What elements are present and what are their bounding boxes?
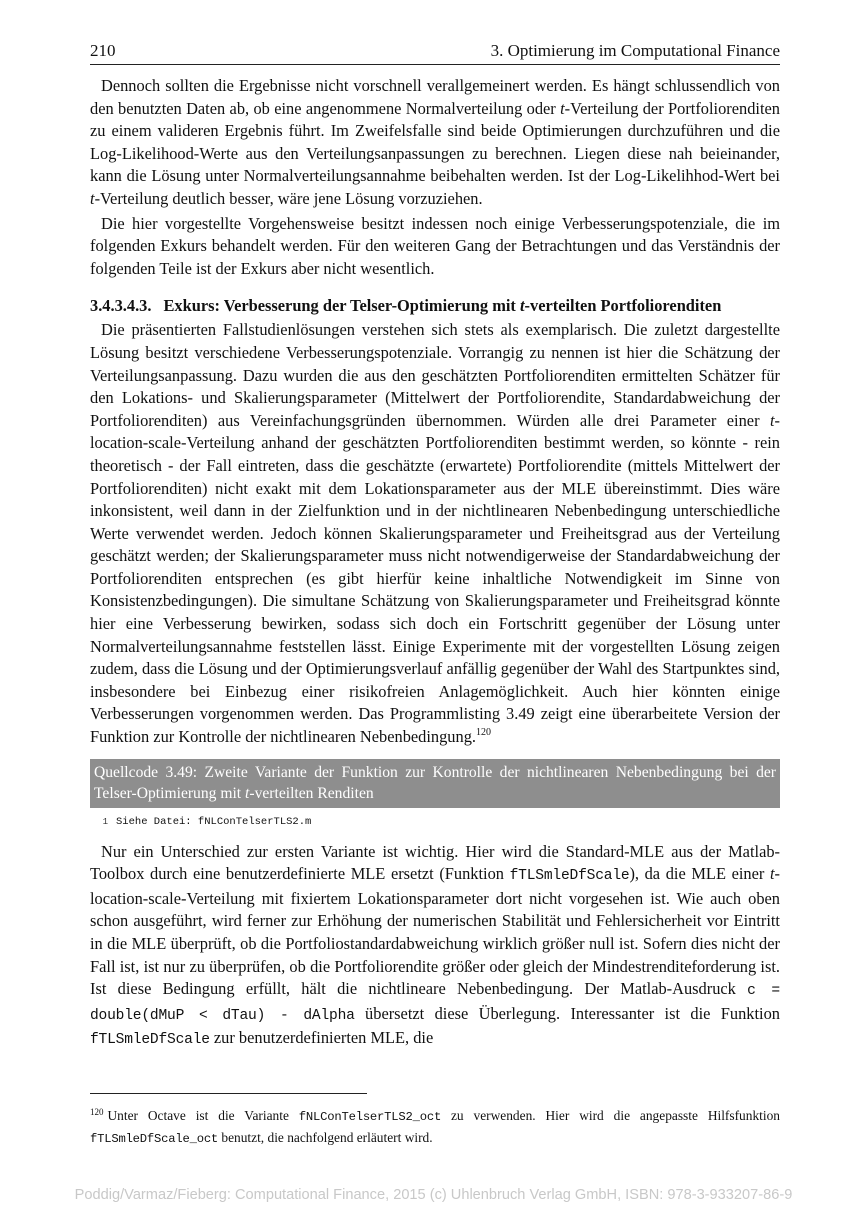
text-run: Dennoch sollten die Ergebnisse nicht vorschnell verallgemeinert werden. Es hängt schlussendlich von den benutzten Daten ab, ob eine angenommene Normalverteilung oder xyxy=(90,76,780,118)
italic-t: t xyxy=(90,188,95,208)
code-line: Siehe Datei: fNLConTelserTLS2.m xyxy=(116,815,312,828)
listing-code xyxy=(90,815,780,829)
line-number: 1 xyxy=(102,816,108,827)
text-run: zur benutzerdefinierten MLE, die xyxy=(209,1028,434,1048)
text-run: Unter Octave ist die Variante xyxy=(107,1108,299,1123)
text-run: benutzt, die nachfolgend erläutert wird. xyxy=(218,1129,433,1145)
italic-t: t xyxy=(519,296,525,316)
italic-t: t xyxy=(769,864,775,884)
paragraph-3 xyxy=(90,319,780,748)
text-run: Nur ein Unterschied zur ersten Variante ist wichtig. Hier wird die Standard-MLE aus der Matlab-Toolbox durch eine benutzerdefinierte MLE ersetzt (Funktion xyxy=(90,841,780,884)
footnote xyxy=(90,1103,780,1149)
text-run: Exkurs: Verbesserung der Telser-Optimierung mit xyxy=(163,296,520,316)
text-run: ), da die MLE einer xyxy=(629,864,770,884)
text-run: -verteilten Renditen xyxy=(249,784,374,802)
footnote-ref[interactable]: 120 xyxy=(476,727,491,739)
text-run: zu verwenden. Hier wird die angepasste Hilfsfunktion xyxy=(441,1108,780,1123)
text-run: Die präsentierten Fallstudienlösungen verstehen sich stets als exemplarisch. Die zuletzt dargestellte Lösung besitzt verschiedene Verbesserungspotenziale. Vorrangig zu nennen ist hier die Schätzung der Verteilungsanpassung. Dazu wurden die aus den geschätzten Portfoliorenditen ermittelten Schätzer für den Lokations- und Skalierungsparameter (Mittelwert der Portfoliorendite, Standardabweichung der Portfoliorenditen) aus Vereinfachungsgründen übernommen. Würden alle drei Parameter einer xyxy=(90,320,780,430)
inline-code: c = double(dMuP < dTau) - dAlpha xyxy=(90,983,780,1024)
text-run: Quellcode 3.49: Zweite Variante der Funktion zur Kontrolle der nichtlinearen Nebenbedingung bei der Telser-Optimierung mit xyxy=(94,763,776,802)
italic-t: t xyxy=(560,98,565,118)
paragraph-4 xyxy=(90,841,780,1052)
inline-code: fTLSmleDfScale xyxy=(90,1032,210,1049)
text-run: übersetzt diese Überlegung. Interessanter ist die Funktion xyxy=(354,1003,780,1023)
footnote-divider xyxy=(90,1093,367,1094)
page-number: 210 xyxy=(90,41,116,60)
section-number: 3.4.3.4.3. xyxy=(90,296,152,316)
section-heading xyxy=(90,295,780,317)
listing-caption xyxy=(90,759,780,808)
text-run: -location-scale-Verteilung anhand der geschätzten Portfoliorenditen bestimmt werden, so könnte - rein theoretisch - der Fall eintreten, dass die geschätzte (erwartete) Portfoliorendite (mittels Mittelwert der Portfoliorenditen) nicht exakt mit dem Lokationsparameter aus der MLE übereinstimmt. Dies wäre inkonsistent, weil dann in der Zielfunktion und in der nichtlinearen Nebenbedingung unterschiedliche Werte verwendet werden. Jedoch können Skalierungsparameter und Freiheitsgrad aus der Verteilung geschätzt werden; der Skalierungsparameter muss nicht notwendigerweise der Standardabweichung der Portfoliorenditen entsprechen (es gibt hierfür keine inhaltliche Notwendigkeit im Sinne von Konsistenzbedingungen). Die simultane Schätzung von Skalierungsparameter und Freiheitsgrad könnte hier eine Verbesserung bewirken, sodass sich doch ein Fortschritt gegenüber der Lösung unter Normalverteilungsannahme feststellen lässt. Einige Experimente mit der vorgestellten Lösung zeigen zudem, dass die Lösung und der Optimierungsverlauf anfällig gegenüber der Wahl des Startpunktes sind, insbesondere bei Einbezug einer risikofreien Anlagemöglichkeit. Auch hier könnten einige Verbesserungen vorgenommen werden. Das Programmlisting 3.49 zeigt eine überarbeitete Version der Funktion zur Kontrolle der nichtlinearen Nebenbedingung. xyxy=(90,410,780,747)
footnote-mark: 120 xyxy=(90,1107,104,1117)
text-run: -location-scale-Verteilung mit fixiertem Lokationsparameter dort nicht vorgesehen ist. Wie auch oben schon ausgeführt, wird ferner zur Erhöhung der numerischen Stabilität und Fehlersicherheit vor Eintritt in die MLE überprüft, ob die Portfoliostandardabweichung wirklich größer null ist. Sofern dies nicht der Fall ist, ist nur zu überprüfen, ob die Portfoliorendite größer oder gleich der Mindestrenditeforderung ist. Ist diese Bedingung erfüllt, hält die nichtlineare Nebenbedingung. Der Matlab-Ausdruck xyxy=(90,864,780,999)
text-run: -Verteilung deutlich besser, wäre jene Lösung vorzuziehen. xyxy=(94,188,483,208)
watermark: Poddig/Varmaz/Fieberg: Computational Finance, 2015 (c) Uhlenbruch Verlag GmbH, ISBN: 978-3-933207-86-9 xyxy=(74,1187,793,1203)
page-body xyxy=(90,40,780,1052)
inline-code: fTLSmleDfScale xyxy=(509,868,630,885)
inline-code: fNLConTelserTLS2_oct xyxy=(298,1110,442,1124)
text-run: -Verteilung der Portfoliorenditen zu einem valideren Ergebnis führt. Im Zweifelsfalle sind beide Optimierungen durchzuführen und die Log-Likelihood-Werte aus den Verteilungsanpassungen zu berechnen. Liegen diese nah beieinander, kann die Lösung unter Normalverteilungsannahme beibehalten werden. Ist der Log-Likelihhod-Wert bei xyxy=(90,98,780,186)
chapter-title: 3. Optimierung im Computational Finance xyxy=(490,41,780,60)
inline-code: fTLSmleDfScale_oct xyxy=(90,1131,219,1146)
running-head xyxy=(90,40,780,65)
italic-t: t xyxy=(245,784,250,802)
italic-t: t xyxy=(769,410,775,430)
section-title xyxy=(163,295,721,317)
paragraph-1 xyxy=(90,75,780,211)
paragraph-2: Die hier vorgestellte Vorgehensweise besitzt indessen noch einige Verbesserungspotenziale, die im folgenden Exkurs behandelt werden. Für den weiteren Gang der Betrachtungen und das Verständnis der folgenden Teile ist der Exkurs aber nicht wesentlich. xyxy=(90,213,780,278)
text-run: -verteilten Portfoliorenditen xyxy=(524,296,722,316)
